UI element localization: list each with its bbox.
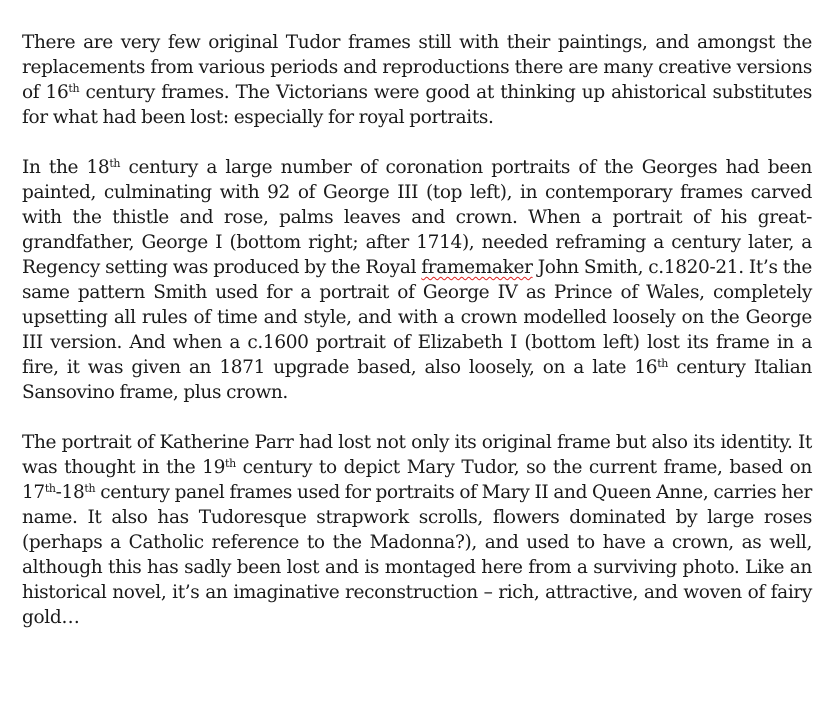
paragraph-georges: [22, 155, 812, 405]
text-run: -18: [55, 482, 85, 503]
ordinal-suffix: th: [84, 482, 96, 495]
text-run: century panel frames used for portraits of Mary II and Queen Anne, carries her name. It also has Tudoresque strapwork scrolls, flowers dominated by large roses (perhaps a Catholic reference to the Madonna?), and used to have a crown, as well, although this has sadly been lost and is montaged here from a surviving photo. Like an historical novel, it’s an imaginative reconstruction – rich, attractive, and woven of fairy gold…: [22, 482, 812, 628]
text-run: century a large number of coronation portraits of the Georges had been painted, culminating with 92 of George III (top left), in contemporary frames carved with the thistle and rose, palms leaves and crown. When a portrait of his great-grandfather, George I (bottom right; after 1714), needed reframing a century later, a Regency setting was produced by the Royal: [22, 157, 812, 278]
text-run: century Italian Sansovino frame, plus crown.: [22, 357, 812, 403]
text-run: There are very few original Tudor frames still with their paintings, and amongst the replacements from various periods and reproductions there are many creative versions of 16: [22, 32, 812, 103]
paragraph-katherine-parr: [22, 430, 812, 630]
ordinal-suffix: th: [109, 157, 121, 170]
ordinal-suffix: th: [225, 457, 236, 470]
text-run: The portrait of Katherine Parr had lost not only its original frame but also its identity. It was thought in the 19: [22, 432, 812, 478]
ordinal-suffix: th: [44, 482, 56, 495]
text-run: century to depict Mary Tudor, so the current frame, based on 17: [22, 457, 812, 503]
paragraph-intro: [22, 30, 812, 130]
document-body: [22, 30, 812, 630]
text-run: In the 18: [22, 157, 110, 178]
ordinal-suffix: th: [657, 357, 669, 370]
spelling-error-word[interactable]: framemaker: [421, 257, 533, 278]
ordinal-suffix: th: [68, 82, 80, 95]
text-run: John Smith, c.1820-21. It’s the same pattern Smith used for a portrait of George IV as Prince of Wales, completely upsetting all rules of time and style, and with a crown modelled loosely on the George III version. And when a c.1600 portrait of Elizabeth I (bottom left) lost its frame in a fire, it was given an 1871 upgrade based, also loosely, on a late 16: [22, 257, 812, 378]
text-run: century frames. The Victorians were good at thinking up ahistorical substitutes for what had been lost: especially for royal portraits.: [22, 82, 812, 128]
